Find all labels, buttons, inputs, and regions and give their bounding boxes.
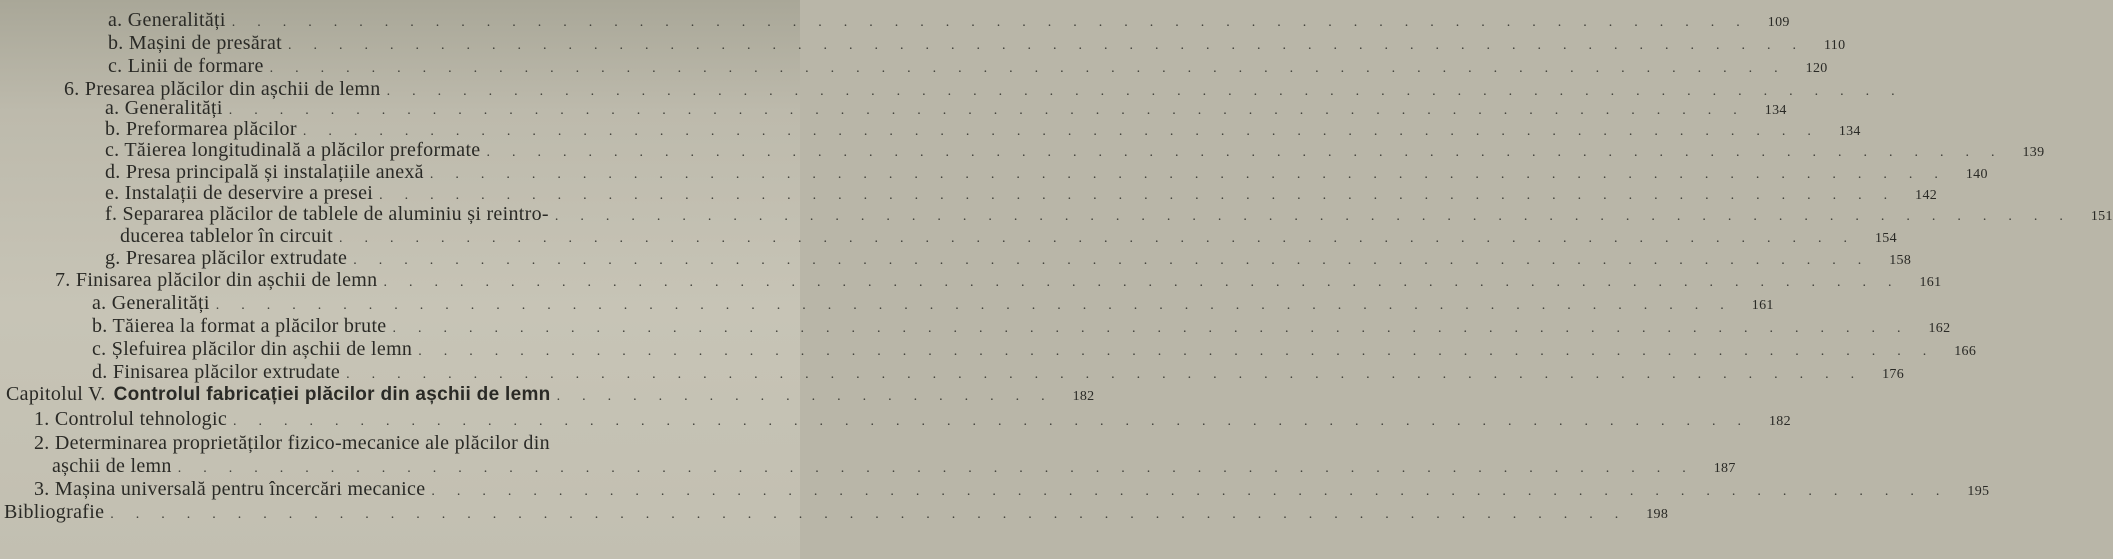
leader-dots: ............................................................ (379, 188, 1910, 203)
page-number: 187 (1713, 461, 1736, 476)
entry-title: a. Generalități (105, 97, 223, 119)
chapter-title: Controlul fabricației plăcilor din așchii de lemn (113, 384, 551, 405)
entry-title: 2. Determinarea proprietăților fizico-mecanice ale plăcilor din (34, 432, 550, 454)
toc-entry (34, 431, 792, 455)
toc-entry (34, 407, 1791, 431)
entry-title: c. Șlefuirea plăcilor din așchii de lemn (92, 338, 413, 360)
toc-entry (105, 246, 1912, 270)
entry-title: c. Tăierea longitudinală a plăcilor preformate (105, 139, 481, 161)
entry-title: f. Separarea plăcilor de tablele de aluminiu și reintro- (105, 203, 549, 225)
page-number: 195 (1967, 484, 1990, 499)
toc-entry (108, 31, 1846, 55)
leader-dots: ............................................................ (228, 103, 1759, 118)
toc-entry (92, 314, 1951, 338)
entry-title: d. Finisarea plăcilor extrudate (92, 361, 341, 383)
bibliography-entry (4, 500, 1669, 524)
entry-title: 7. Finisarea plăcilor din așchii de lemn (55, 269, 378, 291)
toc-entry (108, 8, 1790, 32)
entry-title: g. Presarea plăcilor extrudate (105, 247, 348, 269)
chapter-entry (6, 382, 1095, 406)
toc-entry (92, 360, 1905, 384)
leader-dots: ............................................................ (418, 344, 1949, 359)
page-number: 134 (1838, 124, 1861, 139)
leader-dots: ............................................................ (346, 367, 1877, 382)
leader-dots: ............................................................ (383, 275, 1914, 290)
page-number: 166 (1954, 344, 1977, 359)
leader-dots: ............................................................ (339, 231, 1869, 246)
page-number: 198 (1646, 507, 1669, 522)
toc-entry (105, 202, 2113, 226)
entry-title: așchii de lemn (52, 455, 172, 477)
entry-title: b. Mașini de presărat (108, 32, 283, 54)
leader-dots: ............................................................ (554, 209, 2085, 224)
entry-title: Bibliografie (4, 501, 105, 523)
chapter-prefix: Capitolul V. (6, 383, 106, 405)
page-number: 182 (1072, 389, 1095, 404)
leader-dots: ............................................................ (353, 253, 1884, 268)
leader-dots: ............................................................ (288, 38, 1819, 53)
leader-dots: ............................................................ (269, 61, 1800, 76)
entry-title: ducerea tablelor în circuit (120, 225, 333, 247)
page-number: 154 (1875, 231, 1897, 246)
page-number: 109 (1767, 15, 1790, 30)
entry-title: a. Generalități (108, 9, 226, 31)
leader-dots: ............................................................ (177, 461, 1708, 476)
toc-entry (92, 291, 1774, 315)
leader-dots: ............................................................ (233, 414, 1763, 429)
page-number: 158 (1889, 253, 1912, 268)
entry-title: b. Tăierea la format a plăcilor brute (92, 315, 387, 337)
entry-title: e. Instalații de deservire a presei (105, 182, 374, 204)
leader-dots: ............................................................ (231, 15, 1762, 30)
page-number: 110 (1824, 38, 1846, 53)
leader-dots: ............................................................ (429, 167, 1960, 182)
leader-dots: ............................................................ (431, 484, 1962, 499)
toc-entry-continuation (52, 454, 1736, 478)
leader-dots: ............................................................ (486, 145, 2017, 160)
page-number: 161 (1751, 298, 1774, 313)
toc-entry (108, 54, 1828, 78)
page-number: 182 (1769, 414, 1791, 429)
toc-entry-continuation (120, 224, 1897, 248)
page-number: 162 (1928, 321, 1951, 336)
page-number: 176 (1882, 367, 1905, 382)
toc-entry (34, 477, 1990, 501)
page-number: 151 (2090, 209, 2113, 224)
leader-dots: ............................................................ (392, 321, 1923, 336)
leader-dots: ............................................................ (110, 507, 1641, 522)
page-number: 120 (1805, 61, 1828, 76)
toc-entry (105, 138, 2045, 162)
leader-dots: ............................................................ (215, 298, 1746, 313)
entry-title: c. Linii de formare (108, 55, 264, 77)
leader-dots: ............................................................ (302, 124, 1833, 139)
entry-title: 6. Presarea plăcilor din așchii de lemn (64, 78, 381, 100)
entry-title: 3. Mașina universală pentru încercări mecanice (34, 478, 426, 500)
entry-title: a. Generalități (92, 292, 210, 314)
entry-title: 1. Controlul tehnologic (34, 408, 227, 430)
toc-entry (92, 337, 1977, 361)
entry-title: b. Preformarea plăcilor (105, 118, 297, 140)
entry-title: d. Presa principală și instalațiile anexă (105, 161, 424, 183)
page-number: 134 (1764, 103, 1787, 118)
page-number: 140 (1965, 167, 1988, 182)
page-number: 139 (2022, 145, 2045, 160)
toc-entry (55, 268, 1942, 292)
leader-dots: .................... (556, 389, 1067, 404)
leader-dots: ............................................................ (386, 84, 1917, 99)
page-number: 142 (1915, 188, 1938, 203)
page-number: 161 (1919, 275, 1942, 290)
